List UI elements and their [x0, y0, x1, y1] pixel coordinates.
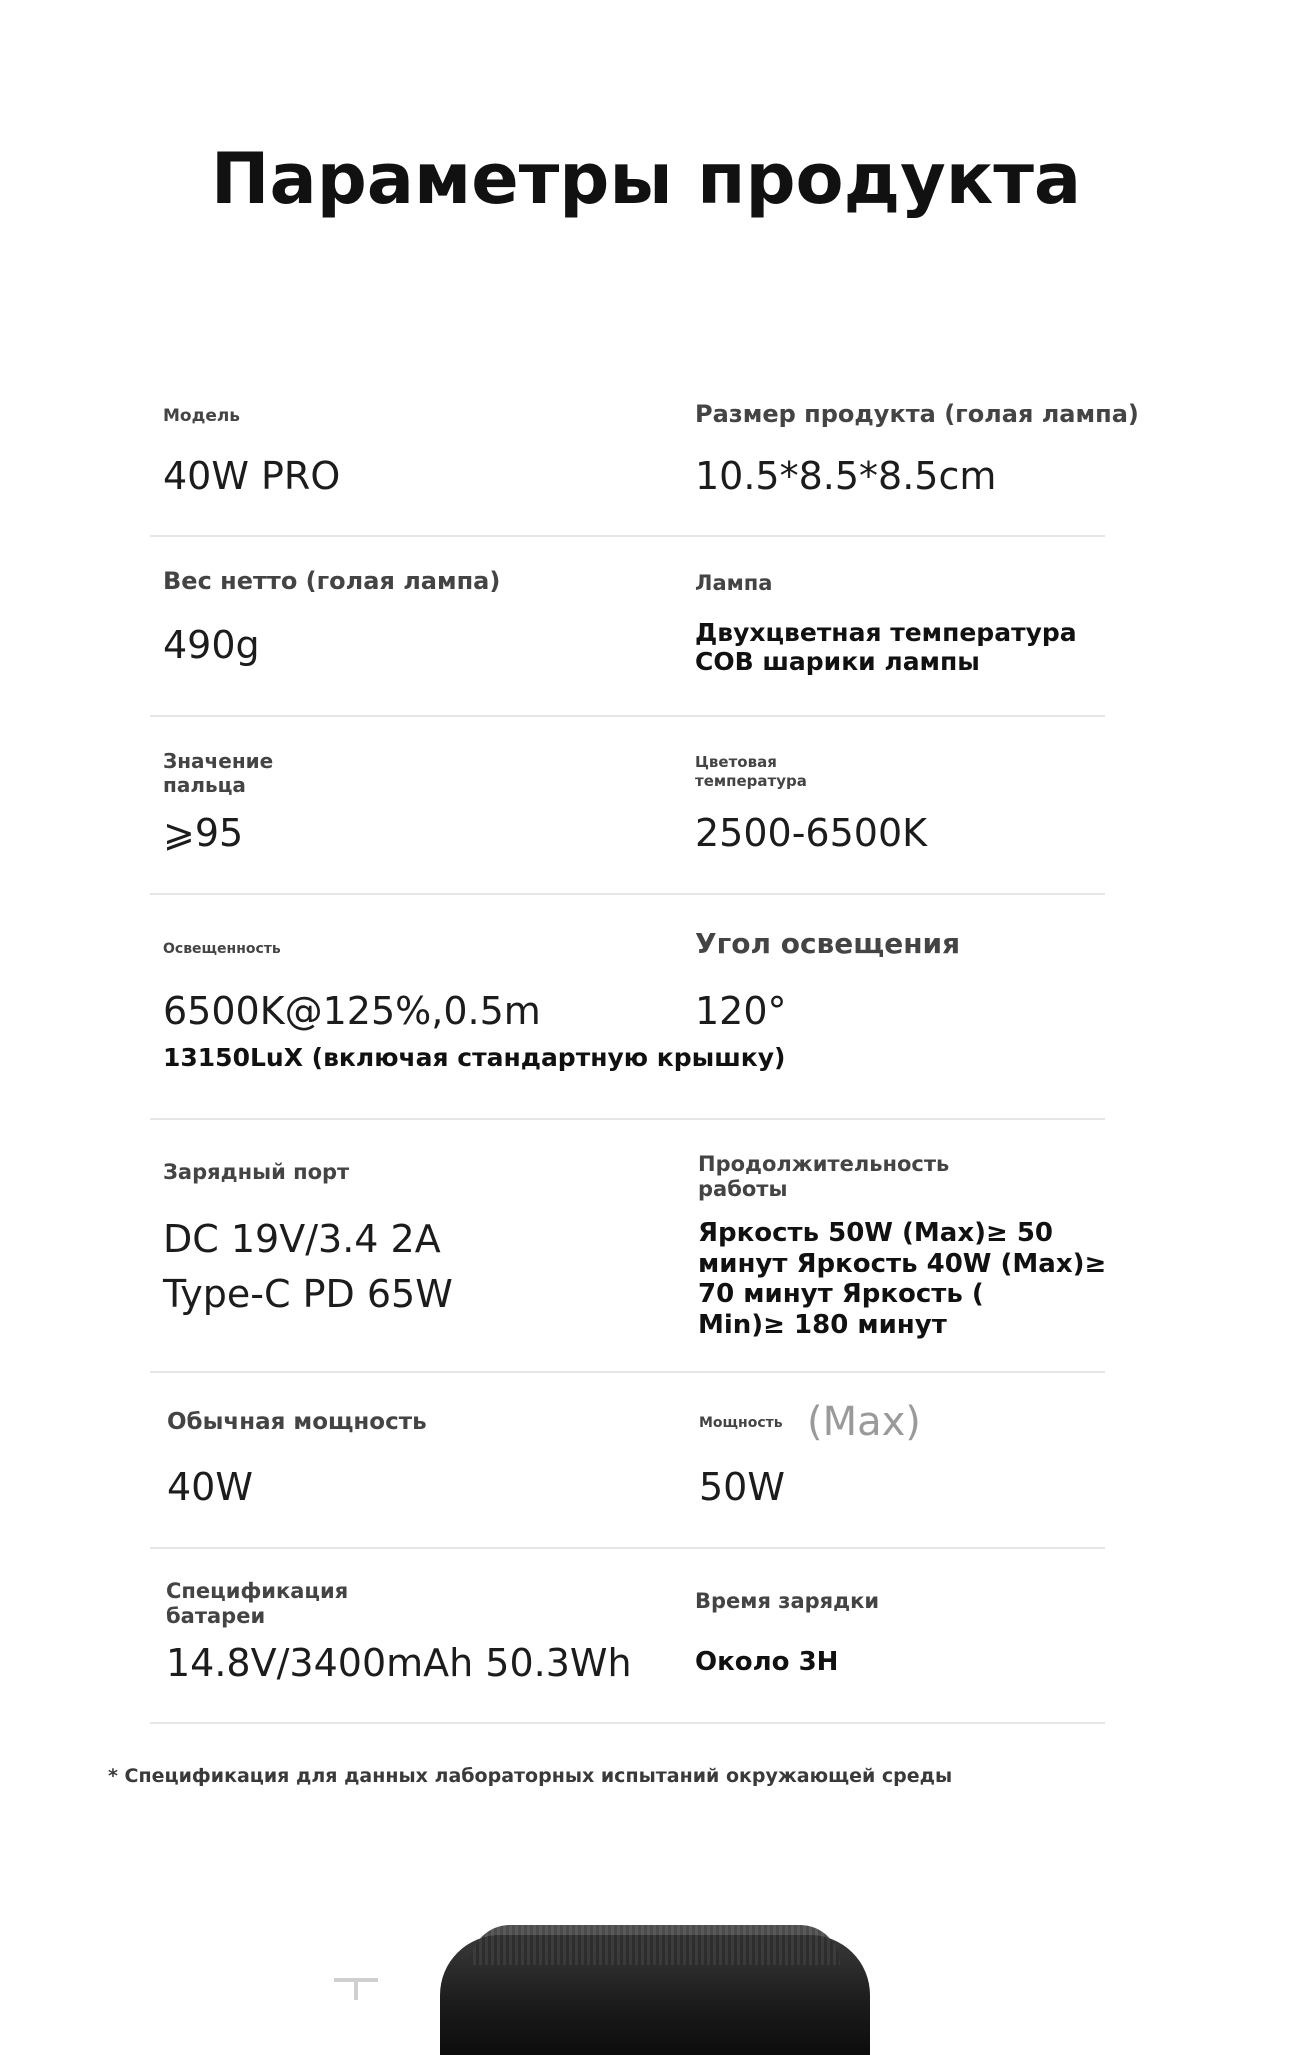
- spec-row: [150, 717, 1105, 895]
- spec-row: [150, 1120, 1105, 1373]
- spec-label-line: температура: [695, 771, 807, 790]
- spec-label: [163, 749, 273, 797]
- spec-value-line: DC 19V/3.4 2A: [163, 1217, 441, 1261]
- spec-label: Время зарядки: [695, 1589, 880, 1613]
- spec-label: Угол освещения: [695, 927, 961, 960]
- spec-row: [150, 895, 1105, 1120]
- spec-value: 50W: [699, 1465, 785, 1509]
- spec-value-line: минут Яркость 40W (Max)≥: [698, 1248, 1107, 1279]
- spec-value: [698, 1218, 1106, 1341]
- spec-label-line: батареи: [166, 1604, 266, 1629]
- spec-value-line: COB шарики лампы: [695, 646, 980, 676]
- spec-value-line: Двухцветная температура: [695, 618, 1077, 647]
- spec-row: [150, 380, 1139, 537]
- spec-label: [698, 1152, 949, 1202]
- spec-label: Размер продукта (голая лампа): [695, 400, 1139, 428]
- spec-value-line: Type-C PD 65W: [163, 1272, 453, 1317]
- spec-value-line: 70 минут Яркость (: [698, 1279, 984, 1310]
- spec-label-line: Продолжительность: [698, 1152, 950, 1176]
- spec-value: Около 3H: [695, 1647, 839, 1677]
- spec-battery: [166, 1549, 676, 1722]
- page-title: Параметры продукта: [210, 138, 1082, 220]
- spec-cri: [163, 717, 673, 893]
- spec-label-line: Цветовая: [695, 753, 777, 771]
- spec-value: [163, 1212, 453, 1322]
- spec-charge-time: [695, 1549, 1135, 1722]
- spec-value: 490g: [163, 623, 260, 667]
- product-top-vent: [470, 1925, 840, 1965]
- spec-table: [150, 380, 1139, 1724]
- spec-model: [163, 380, 673, 535]
- spec-beam-angle: [695, 895, 1135, 1118]
- spec-value: 2500-6500K: [695, 811, 928, 855]
- spec-label-suffix: (Max): [807, 1399, 921, 1445]
- spec-row: [150, 537, 1105, 717]
- spec-label: [695, 753, 807, 791]
- spec-value-line: Яркость 50W (Max)≥ 50: [698, 1218, 1053, 1248]
- spec-label: [166, 1579, 348, 1629]
- footnote: * Спецификация для данных лабораторных испытаний окружающей среды: [108, 1765, 953, 1787]
- spec-row: [150, 1549, 1105, 1724]
- spec-label: Лампа: [695, 571, 773, 595]
- spec-label: Зарядный порт: [163, 1160, 350, 1184]
- spec-max-power: [699, 1373, 1139, 1547]
- spec-row: [150, 1373, 1105, 1549]
- spec-value: ⩾95: [163, 811, 244, 855]
- spec-size: [695, 380, 1139, 535]
- spec-lamp: [695, 537, 1135, 715]
- stand-stem: [354, 1978, 358, 2000]
- spec-runtime: [698, 1120, 1138, 1371]
- spec-label-line: работы: [698, 1177, 788, 1202]
- spec-sub-value: 13150LuX (включая стандартную крышку): [163, 1043, 786, 1072]
- spec-label-line: Спецификация: [166, 1579, 349, 1603]
- spec-weight: [163, 537, 673, 715]
- spec-label: Освещенность: [163, 941, 281, 957]
- spec-label: Обычная мощность: [167, 1409, 427, 1435]
- spec-value-line: Min)≥ 180 минут: [698, 1310, 947, 1341]
- spec-label: Мощность: [699, 1415, 783, 1431]
- spec-color-temp: [695, 717, 1135, 893]
- spec-value: 6500K@125%,0.5m: [163, 989, 541, 1033]
- spec-normal-power: [167, 1373, 677, 1547]
- spec-label: Модель: [163, 406, 241, 426]
- spec-label-line: пальца: [163, 773, 246, 797]
- spec-value: 40W PRO: [163, 454, 341, 498]
- spec-value: [695, 619, 1077, 677]
- spec-value: 14.8V/3400mAh 50.3Wh: [166, 1641, 632, 1685]
- spec-label-line: Значение: [163, 749, 274, 773]
- spec-value: 40W: [167, 1465, 253, 1509]
- spec-value: 10.5*8.5*8.5cm: [695, 454, 997, 498]
- spec-charge-port: [163, 1120, 673, 1371]
- spec-label: Вес нетто (голая лампа): [163, 567, 501, 595]
- spec-value: 120°: [695, 989, 787, 1033]
